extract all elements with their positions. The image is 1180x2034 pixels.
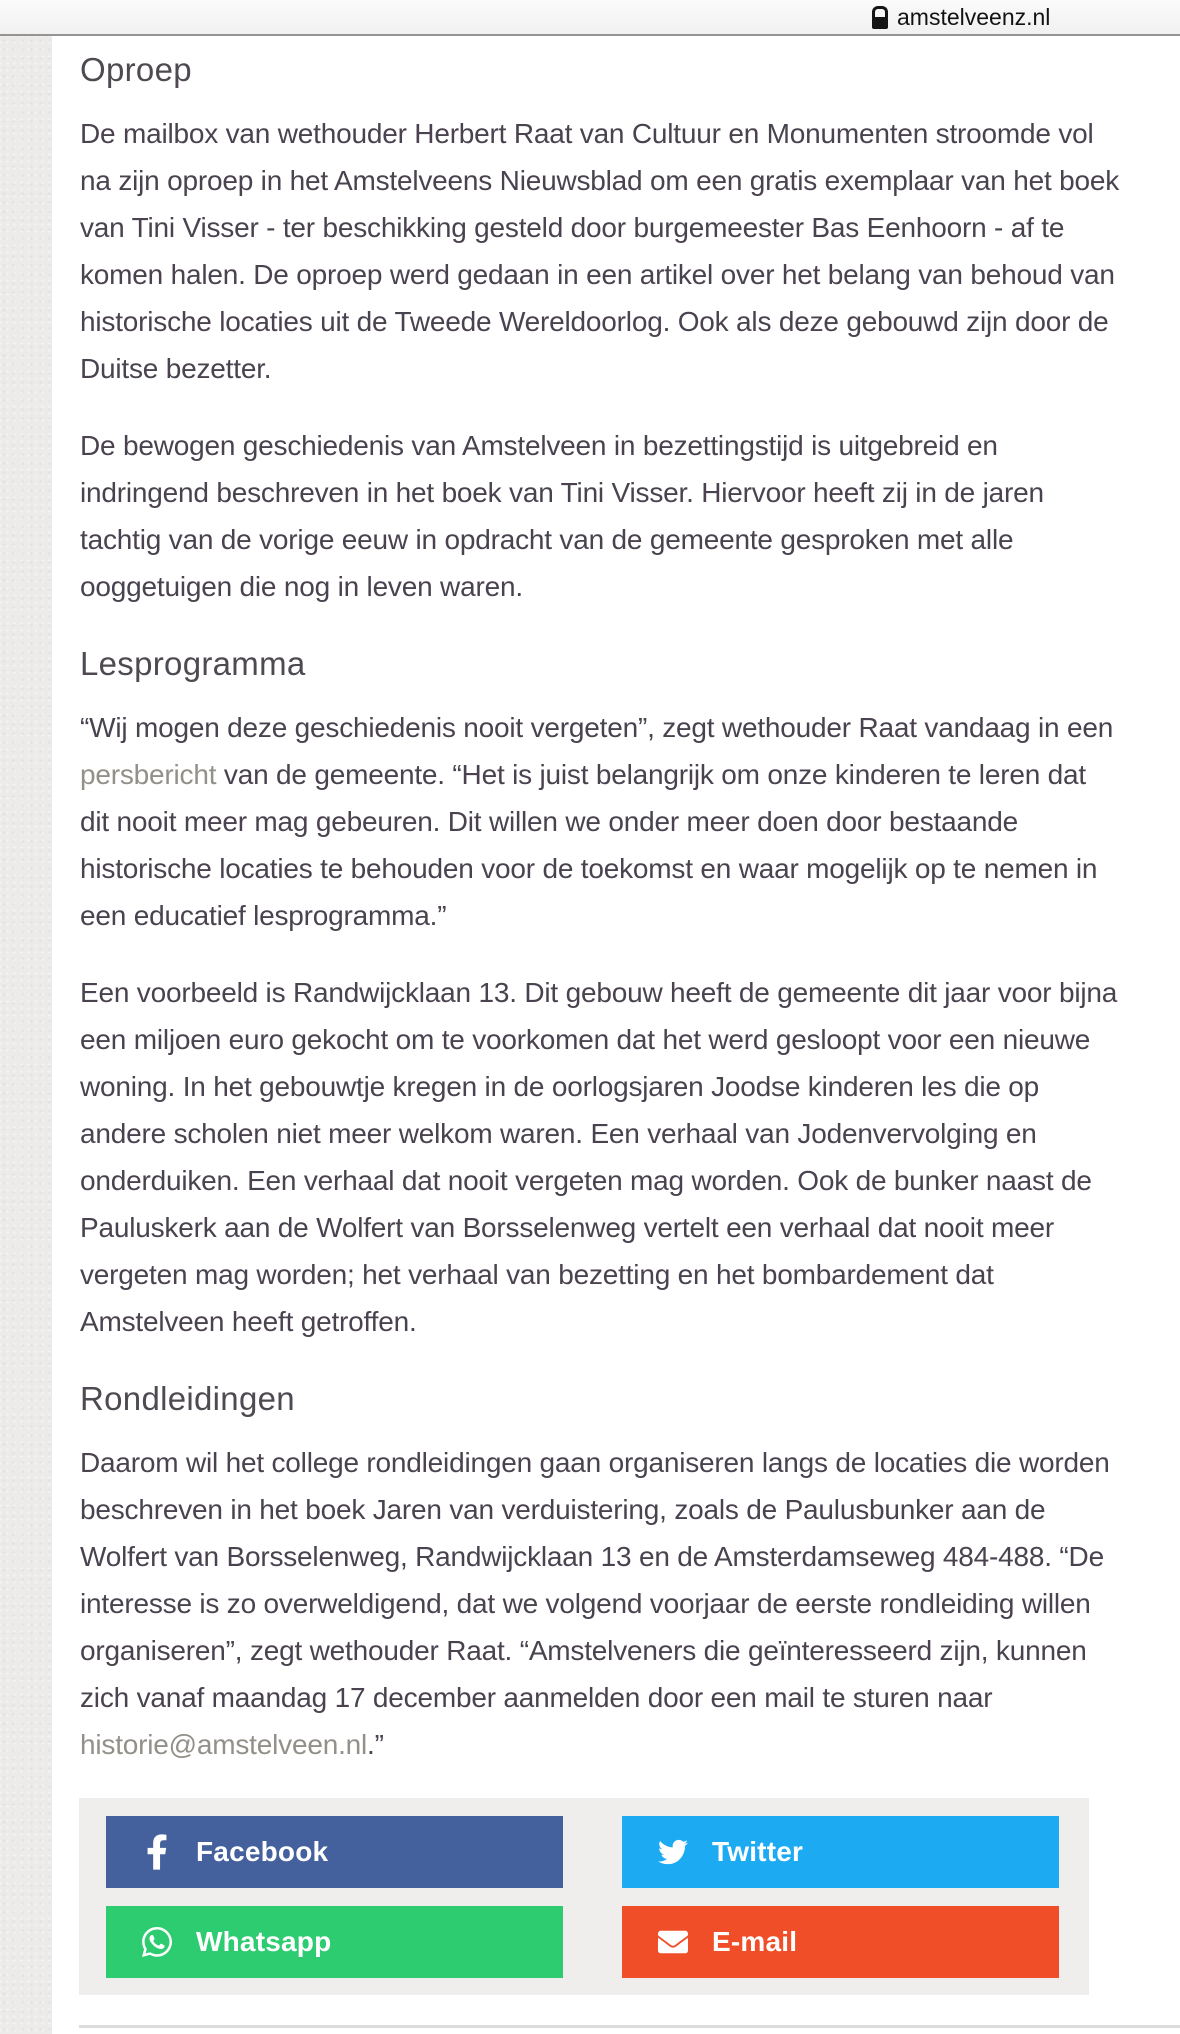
paragraph <box>80 704 1120 939</box>
lock-body <box>872 17 888 29</box>
share-button-label: Facebook <box>196 1836 329 1867</box>
paragraph: Een voorbeeld is Randwijcklaan 13. Dit gebouw heeft de gemeente dit jaar voor bijna een miljoen euro gekocht om te voorkomen dat het werd gesloopt voor een nieuwe woning. In het gebouwtje kregen in de oorlogsjaren Joodse kinderen les die op andere scholen niet meer welkom waren. Een verhaal van Jodenvervolging en onderduiken. Een verhaal dat nooit vergeten mag worden. Ook de bunker naast de Pauluskerk aan de Wolfert van Borsselenweg vertelt een verhaal dat nooit meer vergeten mag worden; het verhaal van bezetting en het bombardement dat Amstelveen heeft getroffen. <box>80 977 1118 1337</box>
paragraph-text: “Wij mogen deze geschiedenis nooit vergeten”, zegt wethouder Raat vandaag in een <box>80 712 1114 743</box>
paragraph-text: .” <box>367 1729 384 1760</box>
section-heading-lesprogramma: Lesprogramma <box>80 645 306 682</box>
section-heading-oproep: Oproep <box>80 51 192 88</box>
share-button-email[interactable] <box>622 1906 1059 1978</box>
lock-icon <box>872 6 888 29</box>
share-button-label: Whatsapp <box>196 1926 332 1957</box>
page <box>0 36 1180 2034</box>
article <box>80 36 1120 1768</box>
address-url: amstelveenz.nl <box>897 3 1051 30</box>
lock-shackle <box>872 6 888 18</box>
persbericht-link[interactable]: persbericht <box>80 759 217 790</box>
paragraph-text: Daarom wil het college rondleidingen gaan organiseren langs de locaties die worden beschreven in het boek Jaren van verduistering, zoals de Paulusbunker aan de Wolfert van Borsselenweg, Randwijcklaan 13 en de Amsterdamseweg 484-488. “De interesse is zo overweldigend, dat we volgend voorjaar de eerste rondleiding willen organiseren”, zegt wethouder Raat. “Amstelveners die geïnteresseerd zijn, kunnen zich vanaf maandag 17 december aanmelden door een mail te sturen naar <box>80 1447 1110 1713</box>
twitter-icon <box>658 1834 688 1870</box>
browser-address-bar[interactable] <box>0 0 1180 36</box>
whatsapp-icon <box>142 1924 172 1960</box>
share-section <box>79 1798 1089 1995</box>
content-area <box>52 36 1180 2034</box>
share-button-label: E-mail <box>712 1926 798 1957</box>
page-background-strip <box>0 36 52 2034</box>
section-heading-rondleidingen: Rondleidingen <box>80 1380 295 1417</box>
paragraph: De mailbox van wethouder Herbert Raat van Cultuur en Monumenten stroomde vol na zijn oproep in het Amstelveens Nieuwsblad om een gratis exemplaar van het boek van Tini Visser - ter beschikking gesteld door burgemeester Bas Eenhoorn - af te komen halen. De oproep werd gedaan in een artikel over het belang van behoud van historische locaties uit de Tweede Wereldoorlog. Ook als deze gebouwd zijn door de Duitse bezetter. <box>80 118 1120 384</box>
facebook-icon <box>142 1833 172 1871</box>
paragraph: De bewogen geschiedenis van Amstelveen in bezettingstijd is uitgebreid en indringend beschreven in het boek van Tini Visser. Hiervoor heeft zij in de jaren tachtig van de vorige eeuw in opdracht van de gemeente gesproken met alle ooggetuigen die nog in leven waren. <box>80 430 1044 602</box>
paragraph <box>80 1439 1120 1768</box>
bottom-divider <box>79 2025 1180 2028</box>
share-button-label: Twitter <box>712 1836 804 1867</box>
paragraph-text: van de gemeente. “Het is juist belangrijk om onze kinderen te leren dat dit nooit meer mag gebeuren. Dit willen we onder meer doen door bestaande historische locaties te behouden voor de toekomst en waar mogelijk op te nemen in een educatief lesprogramma.” <box>80 759 1098 931</box>
share-button-facebook[interactable] <box>106 1816 563 1888</box>
share-button-whatsapp[interactable] <box>106 1906 563 1978</box>
address-bar-content[interactable] <box>872 4 1050 30</box>
email-icon <box>658 1927 688 1957</box>
share-button-twitter[interactable] <box>622 1816 1059 1888</box>
email-link[interactable]: historie@amstelveen.nl <box>80 1729 368 1760</box>
